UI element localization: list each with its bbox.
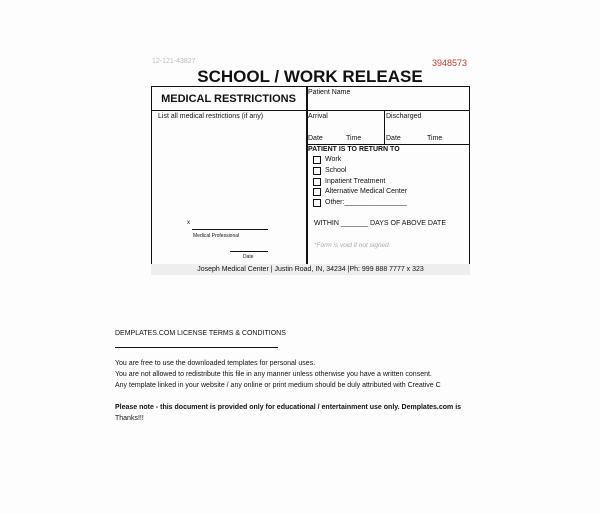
date-label: Date: [243, 254, 254, 260]
form-number: 3948573: [432, 58, 468, 68]
license-line: You are free to use the downloaded templates for personal uses.: [115, 360, 316, 367]
arrival-time[interactable]: Time: [346, 135, 362, 142]
return-to-heading: PATIENT IS TO RETURN TO: [308, 146, 400, 153]
discharged-label: Discharged: [386, 113, 422, 120]
within-days-field[interactable]: WITHIN _______ DAYS OF ABOVE DATE: [314, 220, 447, 227]
serial-number: 12-121-43827: [152, 58, 196, 65]
signature-line[interactable]: [192, 229, 268, 230]
option-other[interactable]: Other:________________: [325, 199, 407, 206]
patient-name-field[interactable]: Patient Name: [308, 89, 351, 96]
discharged-time[interactable]: Time: [427, 135, 443, 142]
license-line: Any template linked in your website / any online or print medium should be duly attributed with Creative C: [115, 382, 441, 389]
license-note: Please note - this document is provided only for educational / entertainment use only. Demplates.com is: [115, 404, 462, 411]
option-work: Work: [325, 156, 342, 163]
date-line[interactable]: [230, 251, 268, 252]
arrival-date[interactable]: Date: [308, 135, 323, 142]
list-restrictions-label: List all medical restrictions (if any): [158, 113, 264, 120]
checkbox-work[interactable]: [313, 156, 321, 164]
signature-x: x: [187, 220, 190, 226]
license-line: You are not allowed to redistribute this file in any manner unless otherwise you have a written consent.: [115, 371, 432, 378]
form-title: SCHOOL / WORK RELEASE: [197, 67, 423, 86]
void-note: *Form is void if not signed: [314, 242, 389, 249]
discharged-date[interactable]: Date: [386, 135, 401, 142]
thanks-text: Thanks!!!: [115, 415, 144, 422]
footer-address: Joseph Medical Center | Justin Road, IN, 34234 |Ph: 999 888 7777 x 323: [151, 264, 470, 275]
checkbox-alternative[interactable]: [313, 188, 321, 196]
arrival-label: Arrival: [308, 113, 328, 120]
checkbox-school[interactable]: [313, 167, 321, 175]
medical-restrictions-heading: MEDICAL RESTRICTIONS: [161, 93, 296, 105]
option-alternative: Alternative Medical Center: [325, 188, 408, 195]
option-inpatient: Inpatient Treatment: [325, 178, 386, 185]
medical-professional-label: Medical Professional: [193, 233, 240, 239]
license-heading: DEMPLATES.COM LICENSE TERMS & CONDITIONS: [115, 330, 286, 337]
checkbox-inpatient[interactable]: [313, 178, 321, 186]
checkbox-other[interactable]: [313, 199, 321, 207]
option-school: School: [325, 167, 347, 174]
